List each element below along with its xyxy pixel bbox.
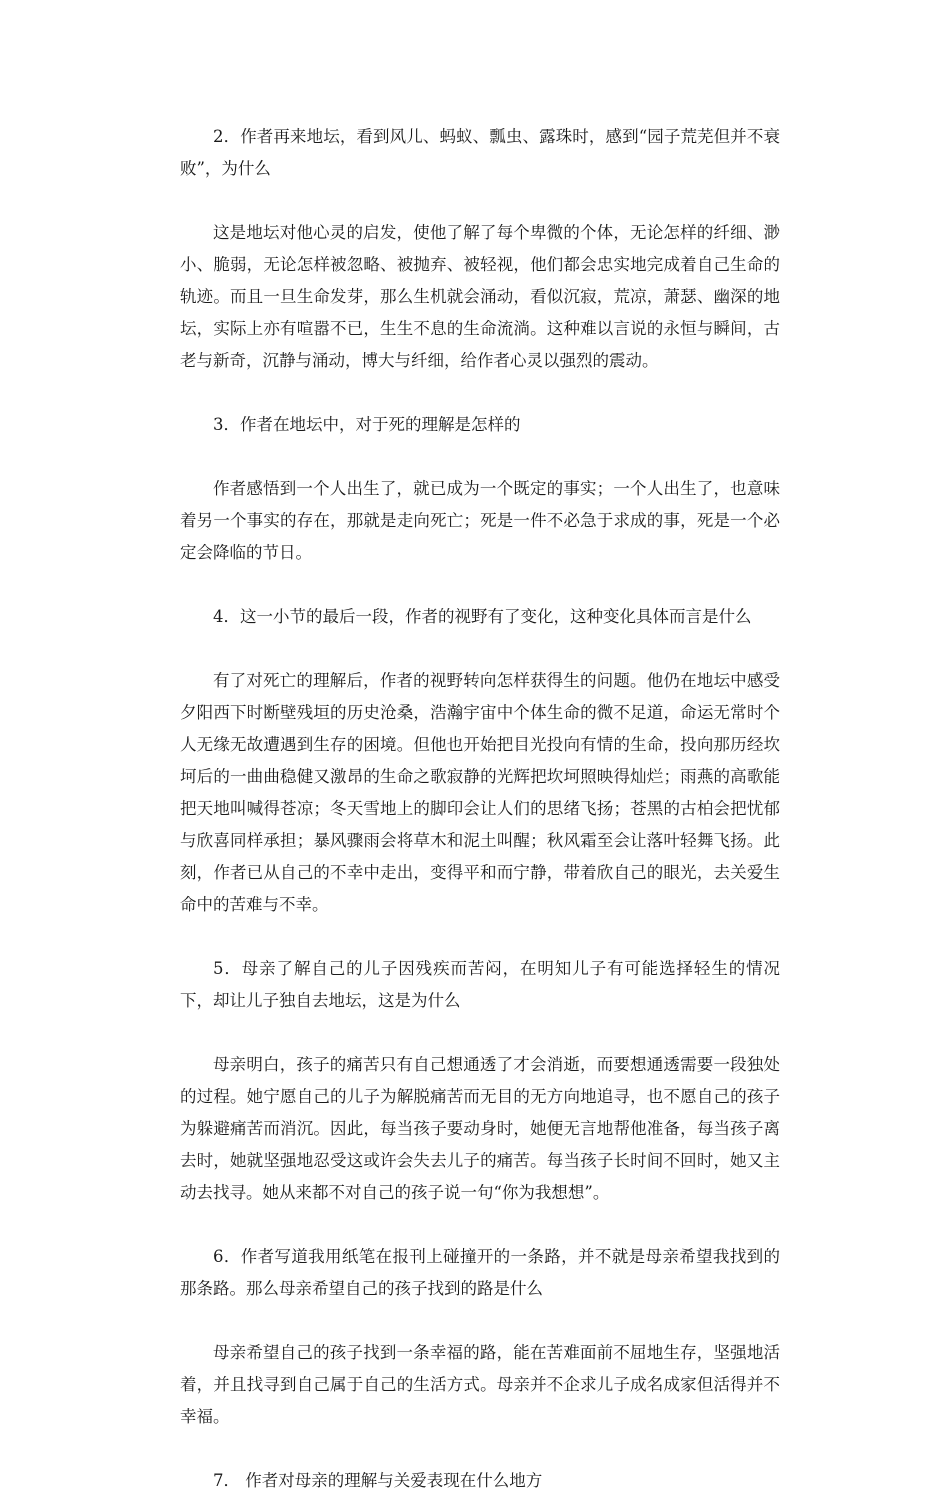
question-4: 4．这一小节的最后一段，作者的视野有了变化，这种变化具体而言是什么	[213, 607, 752, 626]
question-5: 5．母亲了解自己的儿子因残疾而苦闷，在明知儿子有可能选择轻生的情况下，却让儿子独自去地坛，这是为什么	[180, 959, 780, 1010]
answer-5: 母亲明白，孩子的痛苦只有自己想通透了才会消逝，而要想通透需要一段独处的过程。她宁愿自己的儿子为解脱痛苦而无目的无方向地追寻，也不愿自己的孩子为躲避痛苦而消沉。因此，每当孩子要动身时，她便无言地帮他准备，每当孩子离去时，她就坚强地忍受这或许会失去儿子的痛苦。每当孩子长时间不回时，她又主动去找寻。她从来都不对自己的孩子说一句“你为我想想”。	[180, 1055, 780, 1202]
answer-2: 这是地坛对他心灵的启发，使他了解了每个卑微的个体，无论怎样的纤细、渺小、脆弱，无论怎样被忽略、被抛弃、被轻视，他们都会忠实地完成着自己生命的轨迹。而且一旦生命发芽，那么生机就会涌动，看似沉寂，荒凉，萧瑟、幽深的地坛，实际上亦有喧嚣不已，生生不息的生命流淌。这种难以言说的永恒与瞬间，古老与新奇，沉静与涌动，博大与纤细，给作者心灵以强烈的震动。	[180, 223, 780, 370]
question-3: 3．作者在地坛中，对于死的理解是怎样的	[213, 415, 521, 434]
question-6: 6．作者写道我用纸笔在报刊上碰撞开的一条路，并不就是母亲希望我找到的那条路。那么母亲希望自己的孩子找到的路是什么	[180, 1247, 780, 1298]
question-7: 7． 作者对母亲的理解与关爱表现在什么地方	[213, 1471, 543, 1490]
answer-3: 作者感悟到一个人出生了，就已成为一个既定的事实；一个人出生了，也意味着另一个事实的存在，那就是走向死亡；死是一件不必急于求成的事，死是一个必定会降临的节日。	[180, 479, 780, 562]
answer-4: 有了对死亡的理解后，作者的视野转向怎样获得生的问题。他仍在地坛中感受夕阳西下时断壁残垣的历史沧桑，浩瀚宇宙中个体生命的微不足道，命运无常时个人无缘无故遭遇到生存的困境。但他也开始把目光投向有情的生命，投向那历经坎坷后的一曲曲稳健又激昂的生命之歌寂静的光辉把坎坷照映得灿烂；雨燕的高歌能把天地叫喊得苍凉；冬天雪地上的脚印会让人们的思绪飞扬；苍黑的古柏会把忧郁与欣喜同样承担；暴风骤雨会将草木和泥土叫醒；秋风霜至会让落叶轻舞飞扬。此刻，作者已从自己的不幸中走出，变得平和而宁静，带着欣自己的眼光，去关爱生命中的苦难与不幸。	[180, 671, 780, 914]
answer-6: 母亲希望自己的孩子找到一条幸福的路，能在苦难面前不屈地生存，坚强地活着，并且找寻到自己属于自己的生活方式。母亲并不企求儿子成名成家但活得并不幸福。	[180, 1343, 780, 1426]
question-2: 2．作者再来地坛，看到风儿、蚂蚁、瓢虫、露珠时，感到“园子荒芜但并不衰败”，为什么	[180, 127, 780, 178]
document-body	[180, 121, 780, 1497]
